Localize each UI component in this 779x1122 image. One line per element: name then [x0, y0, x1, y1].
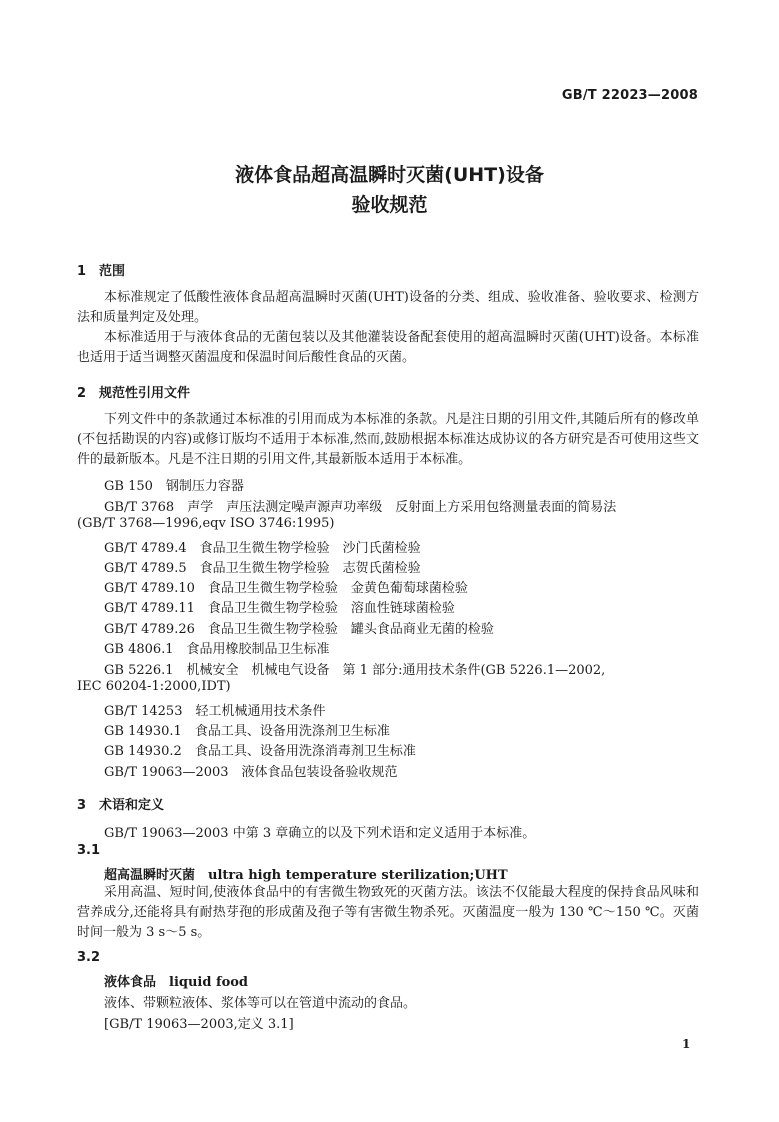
section-2-heading: [77, 382, 190, 401]
ref-item: GB 150 钢制压力容器: [104, 479, 244, 494]
ref-item: GB 14930.2 食品工具、设备用洗涤消毒剂卫生标准: [104, 744, 416, 759]
section-title: 术语和定义: [99, 798, 165, 813]
ref-item: GB/T 4789.5 食品卫生微生物学检验 志贺氏菌检验: [104, 561, 421, 576]
paragraph: 下列文件中的条款通过本标准的引用而成为本标准的条款。凡是注日期的引用文件,其随后所有的修改单(不包括勘误的内容)或修订版均不适用于本标准,然而,鼓励根据本标准达成协议的各方研究是否可使用这些文件的最新版本。凡是不注日期的引用文件,其最新版本适用于本标准。: [77, 412, 699, 467]
term-name: 液体食品 liquid food: [104, 975, 248, 990]
page-number: 1: [682, 1037, 691, 1051]
section-1-body: [77, 288, 699, 368]
ref-item: GB 5226.1 机械安全 机械电气设备 第 1 部分:通用技术条件(GB 5226.1—2002,: [104, 663, 606, 678]
section-3-heading: [77, 794, 164, 813]
term-name: 超高温瞬时灭菌 ultra high temperature sterilization;UHT: [104, 868, 508, 883]
ref-item: GB/T 4789.26 食品卫生微生物学检验 罐头食品商业无菌的检验: [104, 622, 494, 637]
document-title-line1: 液体食品超高温瞬时灭菌(UHT)设备: [235, 164, 544, 186]
ref-item: GB/T 4789.4 食品卫生微生物学检验 沙门氏菌检验: [104, 541, 421, 556]
section-1-heading: [77, 260, 125, 279]
ref-item-continuation: IEC 60204-1:2000,IDT): [77, 679, 231, 694]
term-definition: 液体、带颗粒液体、浆体等可以在管道中流动的食品。: [104, 996, 417, 1011]
section-title: 规范性引用文件: [99, 386, 191, 401]
ref-item: GB/T 3768 声学 声压法测定噪声源声功率级 反射面上方采用包络测量表面的简易法: [104, 500, 617, 515]
term-definition: [77, 883, 699, 943]
standard-code: GB/T 22023—2008: [561, 88, 698, 103]
term-number: 3.1: [77, 843, 101, 858]
ref-item: GB/T 4789.11 食品卫生微生物学检验 溶血性链球菌检验: [104, 601, 455, 616]
paragraph: 本标准规定了低酸性液体食品超高温瞬时灭菌(UHT)设备的分类、组成、验收准备、验收要求、检测方法和质量判定及处理。: [77, 290, 699, 325]
paragraph: 采用高温、短时间,使液体食品中的有害微生物致死的灭菌方法。该法不仅能最大程度的保持食品风味和营养成分,还能将具有耐热芽孢的形成菌及孢子等有害微生物杀死。灭菌温度一般为 130 ℃～150 ℃。灭菌时间一般为 3 s～5 s。: [77, 885, 699, 940]
ref-item: GB/T 14253 轻工机械通用技术条件: [104, 704, 326, 719]
document-title-line2: 验收规范: [351, 194, 428, 216]
ref-item: GB/T 19063—2003 液体食品包装设备验收规范: [104, 765, 398, 780]
ref-item-continuation: (GB/T 3768—1996,eqv ISO 3746:1995): [77, 516, 335, 531]
term-source: [GB/T 19063—2003,定义 3.1]: [104, 1017, 294, 1032]
paragraph: 本标准适用于与液体食品的无菌包装以及其他灌装设备配套使用的超高温瞬时灭菌(UHT)设备。本标准也适用于适当调整灭菌温度和保温时间后酸性食品的灭菌。: [77, 330, 699, 365]
section-2-intro: [77, 410, 699, 470]
section-3-intro: GB/T 19063—2003 中第 3 章确立的以及下列术语和定义适用于本标准。: [104, 826, 536, 841]
ref-item: GB/T 4789.10 食品卫生微生物学检验 金黄色葡萄球菌检验: [104, 581, 468, 596]
ref-item: GB 4806.1 食品用橡胶制品卫生标准: [104, 642, 330, 657]
section-number: 1: [77, 264, 87, 279]
term-number: 3.2: [77, 950, 101, 965]
ref-item: GB 14930.1 食品工具、设备用洗涤剂卫生标准: [104, 724, 390, 739]
section-number: 3: [77, 798, 87, 813]
section-number: 2: [77, 386, 87, 401]
section-title: 范围: [99, 264, 126, 279]
